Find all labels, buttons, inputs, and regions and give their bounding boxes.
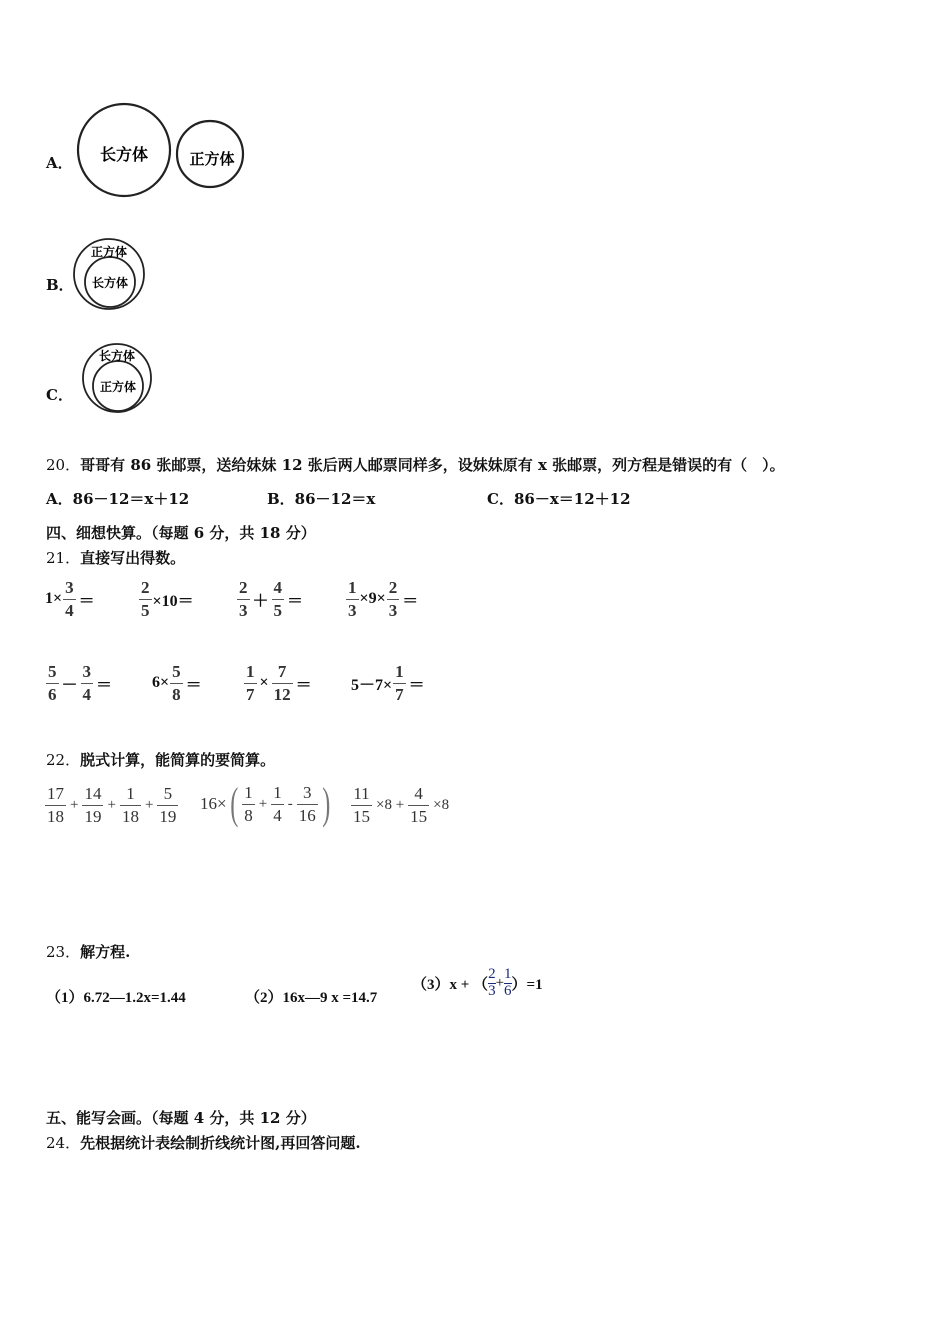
question-stem: 先根据统计表绘制折线统计图,再回答问题. (80, 1134, 361, 1152)
q22-calc-1: $\frac{17}{18}$ + $\frac{14}{19}$ + $\frac{1}{18}$ + $\frac{5}{19}$ (47, 784, 177, 826)
question-number: 24． (46, 1134, 81, 1152)
q20-option-c: C．86－x＝12＋12 (487, 490, 631, 508)
q22-calc-3: $\frac{11}{15}$ ×8 + $\frac{4}{15}$ ×8 (353, 784, 450, 826)
question-number: 20． (46, 456, 81, 474)
q20-option-a: A．86－12＝x＋12 (46, 490, 190, 508)
section-5-title: 五、能写会画。（每题 4 分，共 12 分） (46, 1109, 316, 1127)
q22-calc-2: 16× ( $\frac{1}{8}$ + $\frac{1}{4}$ - $\frac{3}{16}$ ) (200, 779, 331, 828)
option-b-inner-text: 长方体 (91, 276, 129, 290)
option-c-diagram (80, 340, 156, 416)
question-22 (46, 749, 275, 770)
question-stem: 哥哥有 86 张邮票，送给妹妹 12 张后两人邮票同样多，设妹妹原有 x 张邮票，列方程是错误的有（ ）。 (80, 456, 785, 474)
right-paren-icon: ) (322, 779, 331, 828)
q23-equation-2: （2）16x—9 x =14.7 (245, 990, 378, 1006)
question-23 (46, 941, 130, 962)
option-a-outer-text: 长方体 (99, 145, 149, 164)
question-stem: 直接写出得数。 (80, 549, 186, 567)
section-4-title: 四、细想快算。（每题 6 分，共 18 分） (46, 524, 316, 542)
q21-expr-8: 5－7× $\frac{1}{7}$ ＝ (351, 662, 425, 704)
question-20 (46, 454, 785, 475)
question-stem: 解方程. (80, 943, 131, 961)
option-b-diagram (72, 236, 148, 312)
question-stem: 脱式计算，能简算的要简算。 (80, 751, 276, 769)
q23-equation-3: （3）x + （ $\frac{2}{3}$ + $\frac{1}{6}$ ）=1 (412, 966, 543, 999)
question-number: 21． (46, 549, 81, 567)
q21-expr-5: $\frac{5}{6}$ － $\frac{3}{4}$ ＝ (48, 662, 113, 704)
option-a-inner-text: 正方体 (189, 150, 235, 168)
option-a-label: A． (46, 154, 73, 172)
q21-expr-4: $\frac{1}{3}$ ×9× $\frac{2}{3}$ ＝ (348, 578, 419, 620)
q21-expr-6: 6× $\frac{5}{8}$ ＝ (152, 662, 202, 704)
question-21 (46, 547, 185, 568)
question-number: 23． (46, 943, 81, 961)
left-paren-icon: ( (229, 779, 238, 828)
option-a-diagram (74, 98, 250, 200)
q21-expr-7: $\frac{1}{7}$ × $\frac{7}{12}$ ＝ (246, 662, 312, 704)
option-b-outer-text: 正方体 (90, 245, 128, 259)
q21-expr-1: 1× $\frac{3}{4}$ ＝ (45, 578, 95, 620)
question-24 (46, 1132, 361, 1153)
option-c-inner-text: 正方体 (99, 380, 137, 394)
q23-equation-1: （1）6.72—1.2x=1.44 (46, 990, 186, 1006)
option-c-label: C． (46, 386, 73, 404)
q21-expr-3: $\frac{2}{3}$ ＋ $\frac{4}{5}$ ＝ (239, 578, 304, 620)
question-number: 22． (46, 751, 81, 769)
option-b-label: B． (46, 276, 74, 294)
q20-option-b: B．86－12＝x (267, 490, 376, 508)
q21-expr-2: $\frac{2}{5}$ ×10＝ (141, 578, 194, 620)
option-c-outer-text: 长方体 (98, 349, 136, 363)
